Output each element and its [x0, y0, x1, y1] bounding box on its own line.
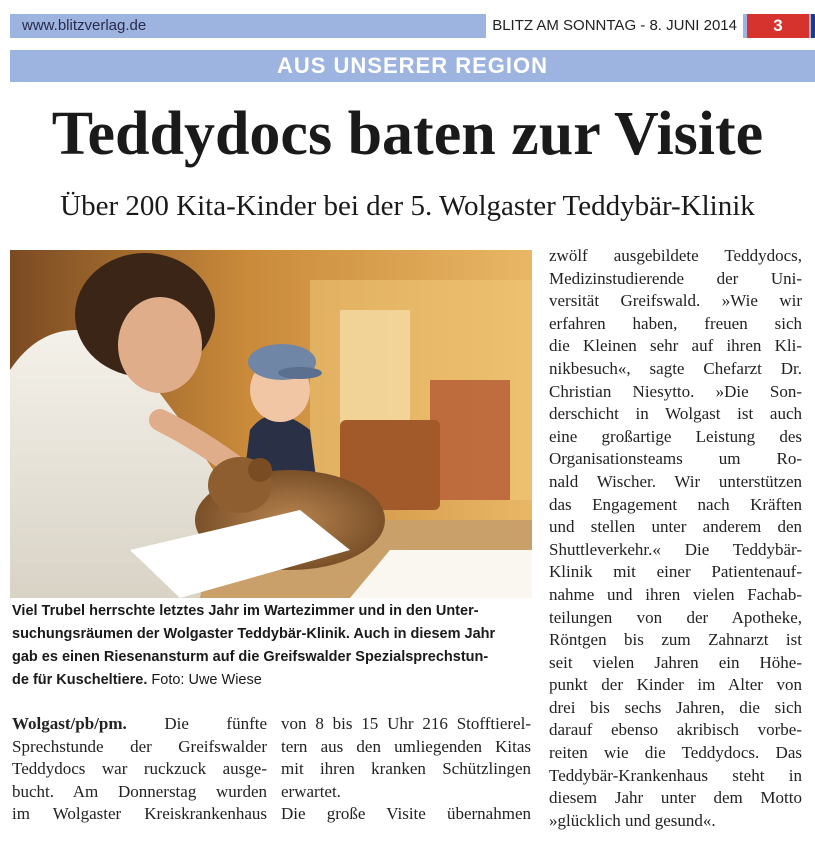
body-line: Christian Niesytto. »Die Son-	[549, 381, 802, 401]
body-line: derschicht in Wolgast ist auch	[549, 404, 802, 424]
dateline: Wolgast/pb/pm.	[12, 714, 127, 733]
body-line: drei bis sechs Jahren, die sich	[549, 697, 802, 717]
body-line: erfahren haben, freuen sich	[549, 313, 802, 333]
issue-date: BLITZ AM SONNTAG - 8. JUNI 2014	[486, 14, 743, 38]
section-title: AUS UNSERER REGION	[10, 50, 815, 82]
subheadline: Über 200 Kita-Kinder bei der 5. Wolgaster Teddybär-Klinik	[60, 190, 755, 222]
caption-line: suchungsräumen der Wolgaster Teddybär-Klinik. Auch in diesem Jahr	[12, 626, 496, 642]
body-line-text: Die fünfte	[126, 714, 267, 733]
caption-line: Viel Trubel herrschte letztes Jahr im Wartezimmer und in den Unter-	[12, 603, 479, 619]
body-line: das Engagement nach Kräften	[549, 494, 802, 514]
body-line: Die große Visite übernahmen	[281, 804, 531, 824]
photo-credit: Foto: Uwe Wiese	[151, 672, 262, 688]
body-line: eine großartige Leistung des	[549, 426, 802, 446]
body-line: die Kleinen sehr auf ihren Kli-	[549, 336, 802, 356]
body-line: reiten wie die Teddydocs. Das	[549, 743, 802, 763]
body-line: Klinik mit einer Patientenauf-	[549, 562, 802, 582]
body-line: nald Wischer. Wir unterstützen	[549, 471, 802, 491]
body-line: tern aus den umliegenden Kitas	[281, 736, 531, 756]
article-column-2	[281, 713, 531, 826]
body-line: im Wolgaster Kreiskrankenhaus	[12, 804, 267, 824]
body-line: nahme und ihren vielen Fachab-	[549, 584, 802, 604]
article-column-1	[12, 713, 267, 826]
body-line: mit ihren kranken Schützlingen	[281, 759, 531, 779]
photo-illustration	[10, 250, 532, 598]
body-line: Organisationsteams um Ro-	[549, 449, 802, 469]
body-line: nikbesuch«, sagte Chefarzt Dr.	[549, 358, 802, 378]
body-line: Teddybär-Krankenhaus steht in	[549, 765, 802, 785]
body-line: teilungen von der Apotheke,	[549, 607, 802, 627]
body-line	[12, 713, 267, 736]
body-line: Medizinstudierende der Uni-	[549, 268, 802, 288]
body-line: Teddydocs war ruckzuck ausge-	[12, 759, 267, 779]
body-line: erwartet.	[281, 781, 341, 801]
body-line: »glücklich und gesund«.	[549, 810, 716, 830]
article-photo	[10, 250, 532, 598]
page-number-badge: 3	[747, 14, 809, 38]
headline: Teddydocs baten zur Visite	[51, 100, 764, 168]
body-line: diesem Jahr unter dem Motto	[549, 788, 802, 808]
caption-line: gab es einen Riesenansturm auf die Greifswalder Spezialsprechstun-	[12, 649, 489, 665]
body-line: Sprechstunde der Greifswalder	[12, 736, 267, 756]
body-line: zwölf ausgebildete Teddydocs,	[549, 246, 802, 265]
body-line: punkt der Kinder im Alter von	[549, 675, 802, 695]
body-line: und stellen unter anderem den	[549, 517, 802, 537]
body-line: Röntgen bis zum Zahnarzt ist	[549, 630, 802, 650]
caption-line: de für Kuscheltiere.	[12, 672, 148, 688]
body-line: Shuttleverkehr.« Die Teddybär-	[549, 539, 802, 559]
website-url[interactable]: www.blitzverlag.de	[22, 17, 147, 34]
photo-caption	[12, 600, 532, 692]
body-line: darauf ebenso akribisch vorbe-	[549, 720, 802, 740]
article-column-3	[549, 245, 802, 832]
body-line: von 8 bis 15 Uhr 216 Stofftierel-	[281, 714, 531, 733]
body-line: versität Greifswald. »Wie wir	[549, 291, 802, 311]
edge-accent-bar	[811, 14, 815, 38]
body-line: bucht. Am Donnerstag wurden	[12, 781, 267, 801]
body-line: seit vielen Jahren ein Höhe-	[549, 652, 802, 672]
top-header-bar	[10, 14, 815, 38]
